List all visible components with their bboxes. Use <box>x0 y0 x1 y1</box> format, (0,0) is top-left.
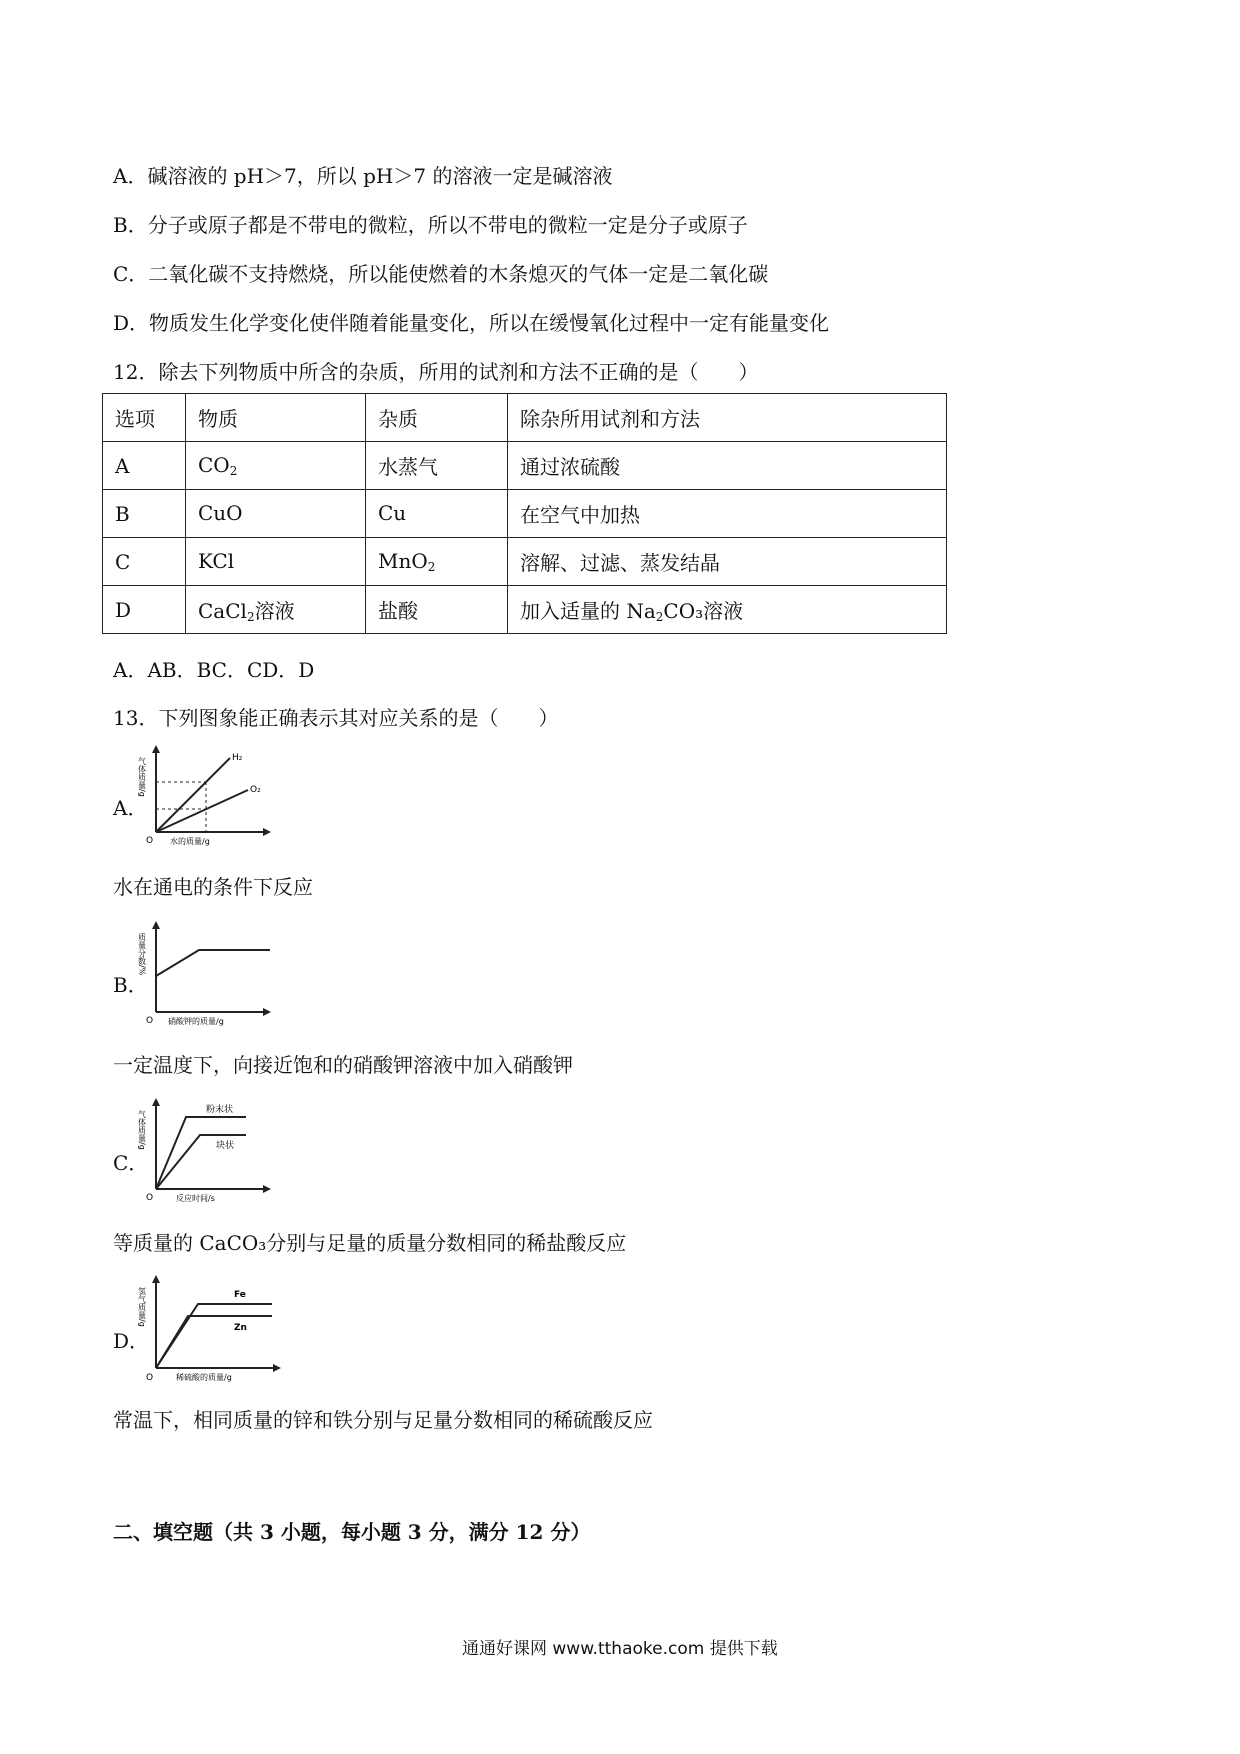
series-label-block: 块状 <box>216 1141 235 1151</box>
header-method: 除杂所用试剂和方法 <box>508 394 947 442</box>
cell-impurity: Cu <box>366 490 508 538</box>
cell-substance: CuO <box>186 490 366 538</box>
q12-stem: 12．除去下列物质中所含的杂质，所用的试剂和方法不正确的是（ ） <box>113 360 759 384</box>
cell-impurity: MnO$_2$ <box>366 538 508 586</box>
cell-method: 在空气中加热 <box>508 490 947 538</box>
cell-substance: CaCl$_2$溶液 <box>186 586 366 634</box>
y-axis-label: 质量分数/% <box>137 933 147 976</box>
cell-method: 通过浓硫酸 <box>508 442 947 490</box>
graph-a <box>137 742 277 847</box>
q13-caption-c: 等质量的 CaCO₃分别与足量的质量分数相同的稀盐酸反应 <box>113 1231 627 1255</box>
cell-option: B <box>103 490 186 538</box>
origin-label: O <box>146 1193 154 1203</box>
series-line-powder <box>156 1117 246 1189</box>
series-line <box>156 950 270 976</box>
q11-option-c: C．二氧化碳不支持燃烧，所以能使燃着的木条熄灭的气体一定是二氧化碳 <box>113 262 769 286</box>
series-line-fe <box>156 1304 272 1368</box>
x-axis-label: 硝酸钾的质量/g <box>168 1017 224 1026</box>
footer-credit: 通通好课网 www.tthaoke.com 提供下载 <box>462 1639 778 1659</box>
q11-option-a: A．碱溶液的 pH＞7，所以 pH＞7 的溶液一定是碱溶液 <box>113 164 613 188</box>
cell-method: 溶解、过滤、蒸发结晶 <box>508 538 947 586</box>
origin-label: O <box>146 1016 154 1026</box>
series-label-zn: Zn <box>234 1323 247 1333</box>
origin-label: O <box>146 1373 154 1383</box>
series-label-powder: 粉末状 <box>206 1105 234 1115</box>
q13-caption-d: 常温下，相同质量的锌和铁分别与足量分数相同的稀硫酸反应 <box>113 1408 653 1432</box>
x-axis-label: 反应时间/s <box>176 1194 215 1203</box>
cell-substance: KCl <box>186 538 366 586</box>
q13-caption-a: 水在通电的条件下反应 <box>113 875 313 899</box>
table-row <box>103 490 947 538</box>
q13-caption-b: 一定温度下，向接近饱和的硝酸钾溶液中加入硝酸钾 <box>113 1053 573 1077</box>
table-row <box>103 586 947 634</box>
series-label-fe: Fe <box>234 1290 246 1300</box>
q13-label-c: C． <box>113 1151 149 1175</box>
cell-substance: $CO_2$ <box>186 442 366 490</box>
table-header-row <box>103 394 947 442</box>
q13-label-a: A． <box>113 796 148 820</box>
section-heading: 二、填空题（共 3 小题，每小题 3 分，满分 12 分） <box>113 1520 591 1544</box>
series-line-h2 <box>156 758 230 832</box>
header-option: 选项 <box>103 394 186 442</box>
q11-option-d: D．物质发生化学变化使伴随着能量变化，所以在缓慢氧化过程中一定有能量变化 <box>113 311 830 335</box>
cell-option: A <box>103 442 186 490</box>
y-axis-label: 气体质量/g <box>137 1110 147 1150</box>
q13-label-d: D． <box>113 1329 150 1353</box>
q12-answers: A．AB．BC．CD．D <box>113 658 315 682</box>
graph-b <box>137 918 277 1028</box>
y-axis-label: 气体质量/g <box>137 757 147 797</box>
header-impurity: 杂质 <box>366 394 508 442</box>
q13-stem: 13．下列图象能正确表示其对应关系的是（ ） <box>113 706 559 730</box>
y-axis-label: 氢气质量/g <box>137 1287 147 1327</box>
x-axis-label: 稀硫酸的质量/g <box>176 1373 232 1382</box>
series-label-h2: H₂ <box>232 753 243 763</box>
cell-option: D <box>103 586 186 634</box>
x-axis-label: 水的质量/g <box>170 837 210 846</box>
cell-method: 加入适量的 $Na_2CO_3$溶液 <box>508 586 947 634</box>
series-label-o2: O₂ <box>250 785 261 795</box>
cell-option: C <box>103 538 186 586</box>
table-row <box>103 442 947 490</box>
q12-table <box>102 393 947 634</box>
q11-option-b: B．分子或原子都是不带电的微粒，所以不带电的微粒一定是分子或原子 <box>113 213 748 237</box>
table-row <box>103 538 947 586</box>
cell-impurity: 水蒸气 <box>366 442 508 490</box>
graph-c <box>137 1095 277 1205</box>
origin-label: O <box>146 836 154 846</box>
q13-label-b: B． <box>113 973 148 997</box>
cell-impurity: 盐酸 <box>366 586 508 634</box>
graph-d <box>137 1272 287 1384</box>
header-substance: 物质 <box>186 394 366 442</box>
series-line-o2 <box>156 790 248 832</box>
